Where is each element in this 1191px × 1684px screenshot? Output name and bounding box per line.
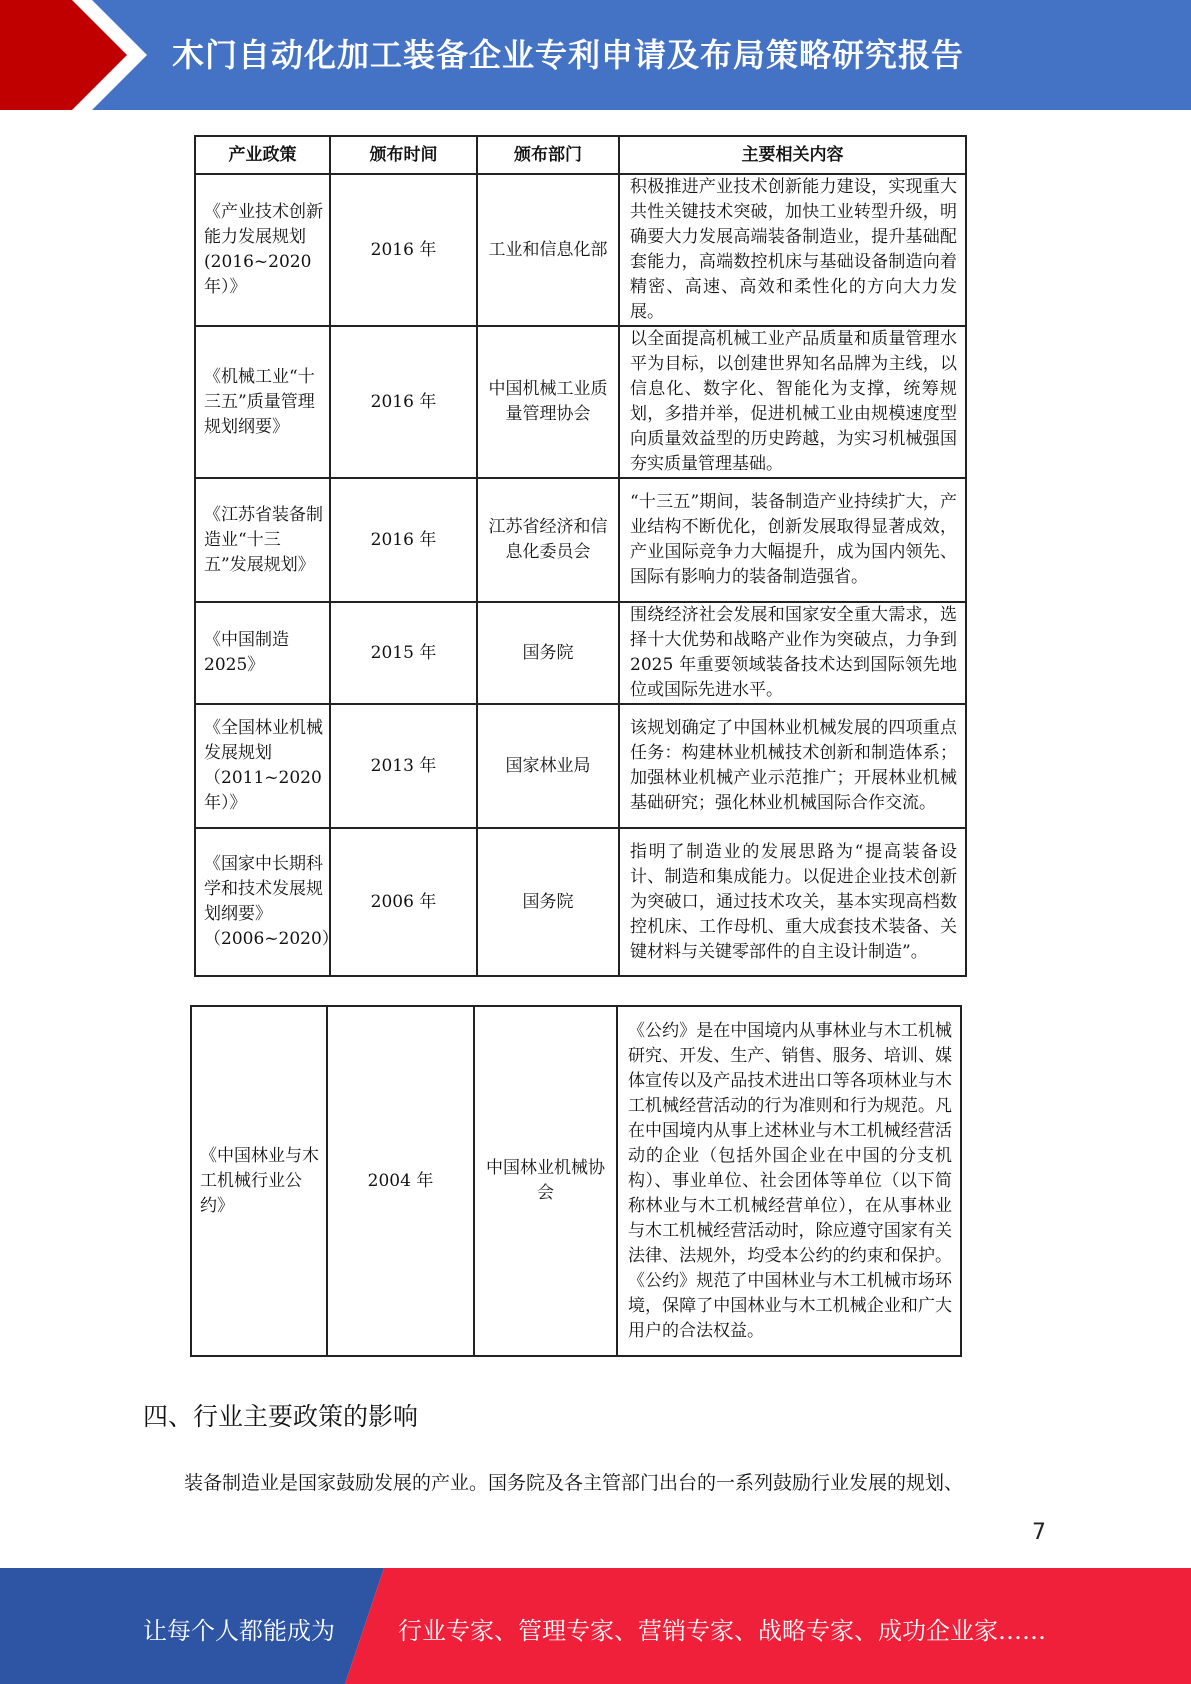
policy-dept: 国务院 <box>477 828 619 976</box>
policy-name: 《全国林业机械发展规划（2011~2020年）》 <box>195 704 330 828</box>
column-header-year: 颁布时间 <box>330 136 477 174</box>
policy-name: 《中国制造2025》 <box>195 602 330 704</box>
policy-dept: 国家林业局 <box>477 704 619 828</box>
column-header-policy: 产业政策 <box>195 136 330 174</box>
policy-year: 2013 年 <box>330 704 477 828</box>
section-heading: 四、行业主要政策的影响 <box>143 1402 419 1431</box>
table-row <box>195 478 966 602</box>
table-row <box>195 602 966 704</box>
policy-year: 2016 年 <box>330 174 477 326</box>
policy-year: 2016 年 <box>330 326 477 478</box>
policy-name: 《机械工业“十三五”质量管理规划纲要》 <box>195 326 330 478</box>
table-row <box>195 828 966 976</box>
policy-content: 积极推进产业技术创新能力建设，实现重大共性关键技术突破，加快工业转型升级，明确要大力发展高端装备制造业，提升基础配套能力，高端数控机床与基础设备制造向着精密、高速、高效和柔性化的方向大力发展。 <box>619 174 966 326</box>
page-number: 7 <box>1032 1520 1046 1545</box>
footer-slogan-left: 让每个人都能成为 <box>143 1617 335 1645</box>
policy-table <box>194 135 967 977</box>
policy-content: 指明了制造业的发展思路为“提高装备设计、制造和集成能力。以促进企业技术创新为突破口，通过技术攻关，基本实现高档数控机床、工作母机、重大成套技术装备、关键材料与关键零部件的自主设计制造”。 <box>619 828 966 976</box>
table-row <box>191 1006 961 1356</box>
policy-dept: 江苏省经济和信息化委员会 <box>477 478 619 602</box>
policy-content: 《公约》是在中国境内从事林业与木工机械研究、开发、生产、销售、服务、培训、媒体宣传以及产品技术进出口等各项林业与木工机械经营活动的行为准则和行为规范。凡在中国境内从事上述林业与木工机械经营活动的企业（包括外国企业在中国的分支机构）、事业单位、社会团体等单位（以下简称林业与木工机械经营单位），在从事林业与木工机械经营活动时，除应遵守国家有关法律、法规外，均受本公约的约束和保护。《公约》规范了中国林业与木工机械市场环境，保障了中国林业与木工机械企业和广大用户的合法权益。 <box>617 1006 961 1356</box>
column-header-content: 主要相关内容 <box>619 136 966 174</box>
table-row <box>195 326 966 478</box>
policy-content: 以全面提高机械工业产品质量和质量管理水平为目标，以创建世界知名品牌为主线，以信息化、数字化、智能化为支撑，统筹规划，多措并举，促进机械工业由规模速度型向质量效益型的历史跨越，为实习机械强国夯实质量管理基础。 <box>619 326 966 478</box>
policy-year: 2016 年 <box>330 478 477 602</box>
policy-content: 该规划确定了中国林业机械发展的四项重点任务：构建林业机械技术创新和制造体系；加强林业机械产业示范推广；开展林业机械基础研究；强化林业机械国际合作交流。 <box>619 704 966 828</box>
policy-table-continued <box>190 1005 962 1357</box>
footer-slogan-right: 行业专家、管理专家、营销专家、战略专家、成功企业家…… <box>398 1617 1046 1645</box>
policy-year: 2015 年 <box>330 602 477 704</box>
header-arrow-decoration <box>0 0 160 110</box>
policy-content: “十三五”期间，装备制造产业持续扩大，产业结构不断优化，创新发展取得显著成效，产业国际竞争力大幅提升，成为国内领先、国际有影响力的装备制造强省。 <box>619 478 966 602</box>
policy-dept: 工业和信息化部 <box>477 174 619 326</box>
policy-name: 《产业技术创新能力发展规划(2016~2020年）》 <box>195 174 330 326</box>
policy-name: 《国家中长期科学和技术发展规划纲要》（2006~2020） <box>195 828 330 976</box>
policy-dept: 国务院 <box>477 602 619 704</box>
policy-name: 《江苏省装备制造业“十三五”发展规划》 <box>195 478 330 602</box>
table-header-row <box>195 136 966 174</box>
policy-name: 《中国林业与木工机械行业公约》 <box>191 1006 327 1356</box>
table-row <box>195 704 966 828</box>
column-header-dept: 颁布部门 <box>477 136 619 174</box>
table-row <box>195 174 966 326</box>
policy-dept: 中国林业机械协会 <box>474 1006 617 1356</box>
body-paragraph: 装备制造业是国家鼓励发展的产业。国务院及各主管部门出台的一系列鼓励行业发展的规划、 <box>184 1472 964 1494</box>
policy-dept: 中国机械工业质量管理协会 <box>477 326 619 478</box>
page-header <box>0 0 1191 110</box>
policy-year: 2004 年 <box>327 1006 474 1356</box>
policy-content: 围绕经济社会发展和国家安全重大需求，选择十大优势和战略产业作为突破点，力争到 2025 年重要领域装备技术达到国际领先地位或国际先进水平。 <box>619 602 966 704</box>
policy-year: 2006 年 <box>330 828 477 976</box>
report-title: 木门自动化加工装备企业专利申请及布局策略研究报告 <box>172 36 965 74</box>
